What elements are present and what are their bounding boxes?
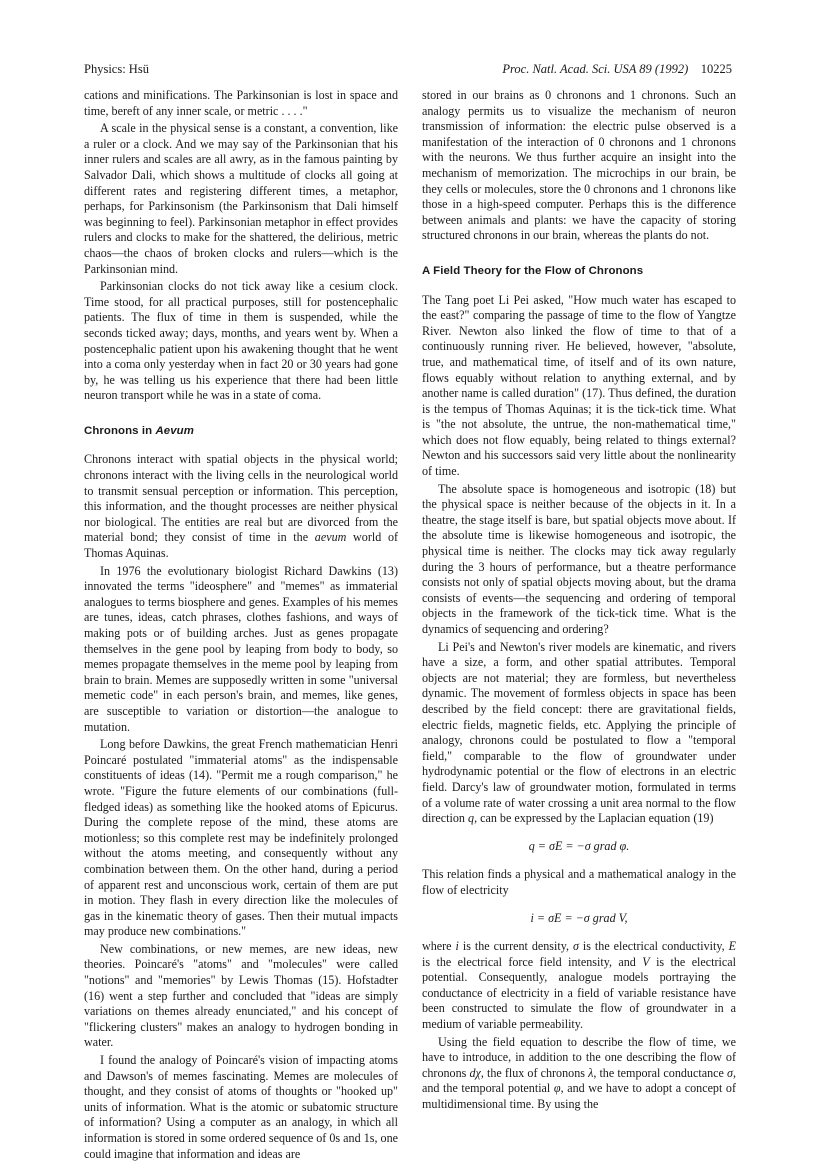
paragraph-text: Using the field equation to describe the flow of time, we have to introduce, in addition to the one describing the flow of chronons xyxy=(422,1034,736,1080)
paragraph-text: is the electrical force field intensity, and xyxy=(422,954,636,969)
header-journal: Proc. Natl. Acad. Sci. USA 89 (1992) xyxy=(502,62,689,76)
paragraph-text: is the electrical potential. Consequently, analogue models portraying the conductance of electricity in a field of variable resistance have been constructed to simulate the flow of groundwater in a medium of variable permeability. xyxy=(422,954,736,1032)
paragraph xyxy=(422,1035,736,1113)
variable-sigma: σ xyxy=(726,1065,733,1080)
variable-e: E xyxy=(728,939,736,954)
paragraph: A scale in the physical sense is a constant, a convention, like a ruler or a clock. And we may say of the Parkinsonian that his inner rulers and scales are all awry, as in the famous painting by Salvador Dali, which shows a multitude of clocks all going at different rates and registering different times, a metaphor, perhaps, for Parkinsonism (the Parkinsonism that Dali himself was beginning to feel). Parkinsonian metaphor in effect provides rulers and clocks to make for the shattered, the delirious, metric chaos—the chaos of broken clocks and rulers—which is the Parkinsonian mind. xyxy=(84,121,398,276)
heading-italic: Aevum xyxy=(155,424,194,437)
paragraph-text: is the electrical conductivity, xyxy=(582,939,725,954)
paragraph: In 1976 the evolutionary biologist Richard Dawkins (13) innovated the terms "ideosphere" and "memes" as immaterial analogues to terms biosphere and genes. Examples of his memes are tunes, ideas, catch phrases, clothes fashions, and ways of making pots or of building arches. Just as genes propagate themselves in the gene pool by leaping from body to body, so memes propagate themselves in the meme pool by leaping from brain to brain. Memes are supposedly written in some "universal memetic code" in each person's brain, and memes, like genes, are susceptible to variation or distortion—the analogue to mutation. xyxy=(84,563,398,734)
paragraph: New combinations, or new memes, are new ideas, new theories. Poincaré's "atoms" and "molecules" were called "notions" and "memories" by Lewis Thomas (15). Hofstadter (16) went a step further and concluded that "ideas are simply variations on themes already enunciated," and his concept of "flickering clusters" makes an analogy to hydrogen bonding in water. xyxy=(84,941,398,1050)
paragraph: I found the analogy of Poincaré's vision of impacting atoms and Dawson's of memes fascinating. Memes are molecules of thought, and they consist of atoms of thoughts or "hooked up" units of information. What is the atomic or subatomic structure of information? Using a computer as an analogy, in which all information is stored in some ordered sequence of 0s and 1s, one could imagine that information and ideas are xyxy=(84,1053,398,1161)
paragraph-italic: aevum xyxy=(314,530,347,545)
left-column xyxy=(84,88,398,1164)
paragraph: The Tang poet Li Pei asked, "How much water has escaped to the east?" comparing the passage of time to the flow of Yangtze River. Newton also linked the flow of time to that of a continuously running river. He believed, however, "absolute, true, and mathematical time, of itself and of its own nature, flows equably without relation to anything external, and by another name is called duration" (17). Thus defined, the duration is the tempus of Thomas Aquinas; it is the tick-tick time. What is "the not absolute, the untrue, the non-mathematical time," which does not flow equably, being related to things external? Newton and his successors said very little about the nonlinearity of time. xyxy=(422,292,736,479)
paragraph: Long before Dawkins, the great French mathematician Henri Poincaré postulated "immaterial atoms" as the indispensable constituents of ideas (14). "Permit me a rough comparison," he wrote. "Figure the future elements of our combinations (full-fledged ideas) as something like the hooked atoms of Epicurus. During the complete repose of the mind, these atoms are motionless; so this complete rest may be indefinitely prolonged without the atoms meeting, and consequently without any combination between them. On the other hand, during a period of apparent rest and unconscious work, certain of them are put in motion. They flash in every direction like the molecules of gas in the kinematic theory of gases. Then their mutual impacts may produce new combinations." xyxy=(84,737,398,939)
page-header xyxy=(84,62,732,80)
paragraph xyxy=(422,640,736,827)
variable-phi: φ xyxy=(553,1081,561,1096)
equation-darcy: q = σE = −σ grad φ. xyxy=(528,838,630,853)
paragraph: cations and minifications. The Parkinsonian is lost in space and time, bereft of any inner scale, or metric . . . ." xyxy=(84,88,398,118)
paragraph-text: Li Pei's and Newton's river models are kinematic, and rivers have a size, a form, and other spatial attributes. Temporal objects are not material; they are formless, but nevertheless dynamic. The movement of formless objects in space has been described by the field concept: there are gravitational fields, electric fields, magnetic fields, etc. Applying the principle of analogy, chronons could be postulated to flow a "temporal field," comparable to the flow of groundwater under hydrodynamic potential or the flow of electrons in an electric field. Darcy's law of groundwater motion, formulated in terms of a volume rate of water crossing a unit area normal to the flow direction xyxy=(422,639,736,826)
variable-i: i xyxy=(455,939,459,954)
variable-dchi: dχ xyxy=(469,1065,481,1080)
paragraph-text: , can be expressed by the Laplacian equation (19) xyxy=(474,811,714,826)
paragraph-text: is the current density, xyxy=(462,939,569,954)
paragraph: This relation finds a physical and a mathematical analogy in the flow of electricity xyxy=(422,867,736,897)
variable-sigma: σ xyxy=(572,939,579,954)
paragraph-text: , and the temporal potential xyxy=(422,1065,736,1096)
paragraph xyxy=(84,452,398,561)
paragraph-text: world of Thomas Aquinas. xyxy=(84,530,399,561)
heading-text: Chronons in xyxy=(84,424,153,437)
paragraph xyxy=(422,939,736,1033)
paragraph-text: where xyxy=(422,939,452,954)
paragraph: The absolute space is homogeneous and isotropic (18) but the physical space is neither because of the objects in it. In a theatre, the stage itself is bare, but spatial objects move about. If the absolute time is likewise homogeneous and isotropic, the physical time is neither. The clocks may tick away regularly during the 3 hours of performance, but a theatre performance consists not only of spatial objects moving about, but the drama consists of events—the sequencing and ordering of temporal objects in the framework of the tick-tick time. What is the dynamics of sequencing and ordering? xyxy=(422,481,736,636)
paragraph-text: Chronons interact with spatial objects in the physical world; chronons interact with the living cells in the neurological world to transmit sensual perception or information. This perception, this information, and the thought processes are neither physical nor biological. The entities are real but are divorced from the material bond; they consist of time in the xyxy=(84,452,398,545)
section-heading-chronons-in-aevum xyxy=(84,424,398,440)
variable-q: q xyxy=(468,811,475,826)
paragraph-text: , the temporal conductance xyxy=(593,1065,724,1080)
paragraph: Parkinsonian clocks do not tick away like a cesium clock. Time stood, for all practical purposes, still for postencephalic patients. The flux of time in them is suspended, while the seconds ticked away; days, months, and years went by. When a postencephalic patient upon his awakening thought that he went into a coma only yesterday when in fact 20 or 30 years had gone by, he was telling us his experience that there had been little neuron transport while he was in a state of coma. xyxy=(84,279,398,403)
paragraph: stored in our brains as 0 chronons and 1 chronons. Such an analogy permits us to visualize the mechanism of neuron transmission of information: the electric pulse observed is a manifestation of the interaction of 0 chronons and 1 chronons with the neurons. We thus further acquire an insight into the mechanism of memorization. The microchips in our brain, be they cells or molecules, store the 0 chronons and 1 chronons like those in a high-speed computer. Perhaps this is the difference between animals and plants: we have the capacity of storing structured chronons in our brain, whereas the plants do not. xyxy=(422,88,736,243)
section-heading-field-theory: A Field Theory for the Flow of Chronons xyxy=(422,264,644,277)
variable-lambda: λ xyxy=(588,1065,594,1080)
header-section-label: Physics: Hsü xyxy=(84,62,149,76)
paragraph-text: , the flux of chronons xyxy=(480,1065,585,1080)
right-column xyxy=(422,88,736,1115)
variable-v: V xyxy=(642,954,650,969)
equation-electricity: i = σE = −σ grad V, xyxy=(530,910,628,925)
header-page-number: 10225 xyxy=(700,62,732,76)
header-journal-info xyxy=(502,62,732,77)
paragraph-text: , and we have to adopt a concept of multidimensional time. By using the xyxy=(422,1081,736,1112)
